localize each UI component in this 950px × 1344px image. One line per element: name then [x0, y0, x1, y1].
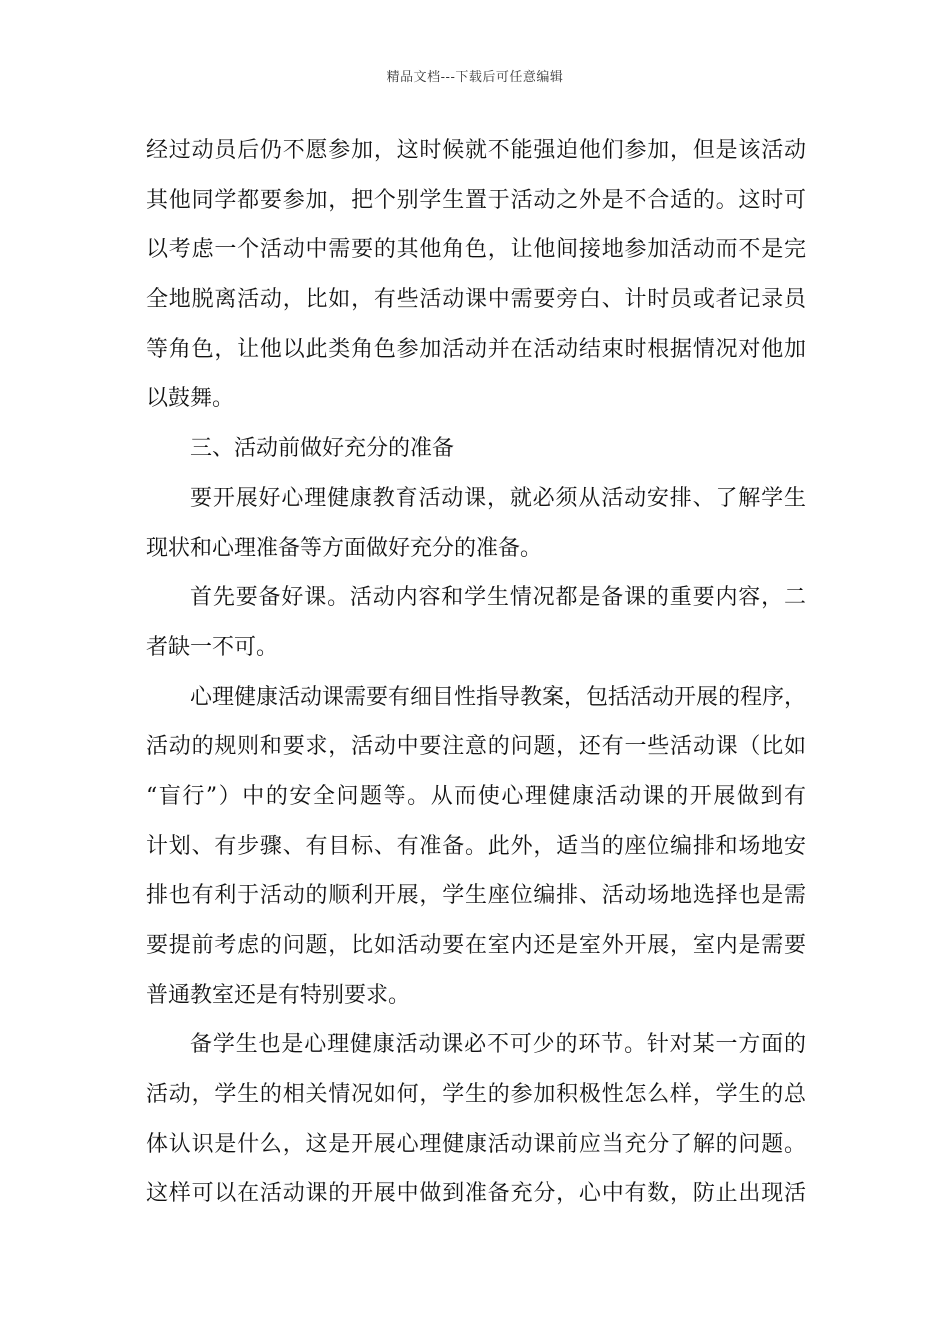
body-text [146, 126, 806, 1219]
text-line: 要开展好心理健康教育活动课，就必须从活动安排、了解学生 [190, 485, 806, 511]
text-line: 活动，学生的相关情况如何，学生的参加积极性怎么样，学生的总 [146, 1082, 806, 1108]
text-line: 等角色，让他以此类角色参加活动并在活动结束时根据情况对他加 [146, 336, 806, 362]
text-line: 体认识是什么，这是开展心理健康活动课前应当充分了解的问题。 [146, 1131, 806, 1157]
text-line: 者缺一不可。 [146, 634, 279, 660]
text-line: 以鼓舞。 [146, 386, 235, 412]
text-line: 排也有利于活动的顺利开展，学生座位编排、活动场地选择也是需 [146, 883, 806, 909]
text-line: 备学生也是心理健康活动课必不可少的环节。针对某一方面的 [190, 1032, 806, 1058]
text-line: 现状和心理准备等方面做好充分的准备。 [146, 535, 543, 561]
page-header: 精品文档---下载后可任意编辑 [386, 70, 564, 85]
text-line: 要提前考虑的问题，比如活动要在室内还是室外开展，室内是需要 [146, 933, 806, 958]
text-line: 这样可以在活动课的开展中做到准备充分，心中有数，防止出现活 [146, 1181, 806, 1207]
text-line: 活动的规则和要求，活动中要注意的问题，还有一些活动课（比如 [146, 734, 806, 760]
text-line: 三、活动前做好充分的准备 [190, 436, 455, 462]
text-line: 心理健康活动课需要有细目性指导教案，包括活动开展的程序， [190, 684, 807, 710]
text-line: 全地脱离活动，比如，有些活动课中需要旁白、计时员或者记录员 [146, 287, 806, 313]
text-line: “盲行”）中的安全问题等。从而使心理健康活动课的开展做到有 [146, 783, 806, 809]
text-line: 普通教室还是有特别要求。 [146, 982, 411, 1008]
text-line: 以考虑一个活动中需要的其他角色，让他间接地参加活动而不是完 [146, 237, 806, 263]
text-line: 首先要备好课。活动内容和学生情况都是备课的重要内容，二 [190, 585, 806, 611]
text-line: 经过动员后仍不愿参加，这时候就不能强迫他们参加，但是该活动 [146, 138, 806, 163]
text-line: 其他同学都要参加，把个别学生置于活动之外是不合适的。这时可 [146, 187, 806, 213]
text-line: 计划、有步骤、有目标、有准备。此外，适当的座位编排和场地安 [146, 833, 806, 859]
